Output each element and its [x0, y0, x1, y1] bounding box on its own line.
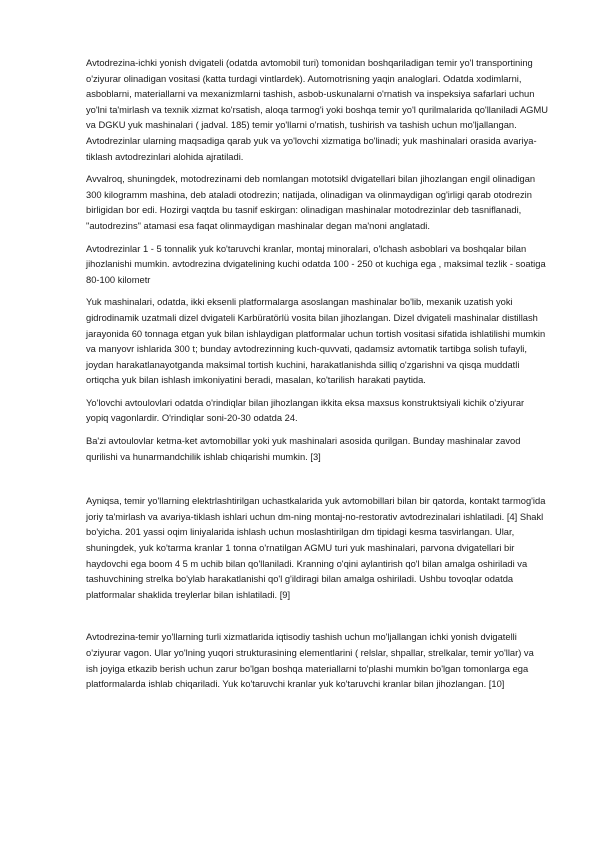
- document-body: [86, 56, 548, 700]
- blank-spacer: [86, 610, 548, 630]
- paragraph-8: Avtodrezina-temir yo'llarning turli xizmatlarida iqtisodiy tashish uchun mo'ljallangan ichki yonish dvigatelli o'ziyurar vagon. Ular yo'lning yuqori strukturasining elementlarini ( relslar, shpallar, strelkalar, temir yo'llar) va ish joyiga etkazib berish uchun zarur bo'lgan boshqa materiallarni to'plashi mumkin bo'lgan tomonlarga ega platformalarda ishlab chiqariladi. Yuk ko'taruvchi kranlar yuk ko'taruvchi kranlar bilan jihozlangan. [10]: [86, 632, 534, 690]
- paragraph-5: Yo'lovchi avtoulovlari odatda o'rindiqlar bilan jihozlangan ikkita eksa maxsus konstruktsiyali kichik o'ziyurar yopiq vagonlardir. O'rindiqlar soni-20-30 odatda 24.: [86, 397, 525, 424]
- paragraph-6: Ba'zi avtoulovlar ketma-ket avtomobillar yoki yuk mashinalari asosida qurilgan. Bunday mashinalar zavod qurilishi va hunarmandchilik ishlab chiqarishi mumkin. [3]: [86, 436, 521, 462]
- paragraph-3: Avtodrezinlar 1 - 5 tonnalik yuk ko'taruvchi kranlar, montaj minoralari, o'lchash asboblari va boshqalar bilan jihozlanishi mumkin. avtodrezina dvigatelining kuchi odatda 100 - 250 ot kuchiga ega , maksimal tezlik - soatiga 80-100 kilometr: [86, 243, 546, 285]
- paragraph-7: Ayniqsa, temir yo'llarning elektrlashtirilgan uchastkalarida yuk avtomobillari bilan bir qatorda, kontakt tarmog'ida joriy ta'mirlash va avariya-tiklash ishlari uchun dm-ning montaj-no-restorativ avtodrezinalari ishlatiladi. [4] Shakl bo'yicha. 201 yassi oqim liniyalarida ishlash uchun moslashtirilgan dm tipidagi kesma tasvirlangan. Ular, shuningdek, yuk ko'tarma kranlar 1 tonna o'rnatilgan AGMU turi yuk mashinalari, parvona dvigatellari bir haydovchi ega boom 4 5 m uchib bilan qo'llaniladi. Kranning o'qini aylantirish qo'l bilan amalga oshiriladi va tashuvchining strelka bo'ylab harakatlanishi qo'l g'ildiragi bilan amalga oshiriladi. Ushbu tovoqlar odatda platformalar shaklida treylerlar bilan ishlatiladi. [9]: [86, 496, 546, 600]
- paragraph-1: Avtodrezina-ichki yonish dvigateli (odatda avtomobil turi) tomonidan boshqariladigan temir yo'l transportining o'ziyurar olinadigan vositasi (katta turdagi vintlardek). Automotrisning yaqin analoglari. Odatda xodimlarni, asboblarni, materiallarni va mexanizmlarni tashish, asbob-uskunalarni o'rnatish va inspeksiya safarlari uchun yo'lni ta'mirlash va texnik xizmat ko'rsatish, aloqa tarmog'i yoki boshqa temir yo'l qurilmalarida qo'llaniladi AGMU va DGKU yuk mashinalari ( jadval. 185) temir yo'llarni o'rnatish, tushirish va tashish uchun mo'ljallangan. Avtodrezinlar ularning maqsadiga qarab yuk va yo'lovchi xizmatiga bo'linadi; yuk mashinalari orasida avariya-tiklash avtodrezinlari alohida ajratiladi.: [86, 58, 548, 162]
- paragraph-4: Yuk mashinalari, odatda, ikki eksenli platformalarga asoslangan mashinalar bo'lib, mexanik uzatish yoki gidrodinamik uzatmali dizel dvigateli Karbüratörlü vosita bilan jihozlangan. Dizel dvigateli mashinalar distillash jarayonida 60 tonnaga etgan yuk bilan ishlaydigan platformalar uchun tortish vositasi sifatida ishlatilishi mumkin va manyovr ishlarida 300 t; bunday avtodrezinning kuch-quvvati, qadamsiz avtomatik tartibga solish tufayli, joydan harakatlanayotganda maksimal tortish kuchini, harakatlanishda silliq o'zgarishni va qisqa muddatli ortiqcha yuk bilan ishlash imkoniyatini beradi, masalan, ko'tarilish harakati paytida.: [86, 297, 546, 386]
- blank-spacer: [86, 472, 548, 494]
- paragraph-2: Avvalroq, shuningdek, motodrezinami deb nomlangan mototsikl dvigatellari bilan jihozlangan engil olinadigan 300 kilogramm mashina, deb ataladi otodrezin; natijada, olinadigan va olinmaydigan og'irligi qarab otodrezin birligidan bor edi. Hozirgi vaqtda bu tasnif eskirgan: olinadigan mashinalar motodrezinlar deb tasniflanadi, "autodrezins" atamasi esa faqat olinmaydigan mashinalar degan ma'noni anglatadi.: [86, 174, 536, 231]
